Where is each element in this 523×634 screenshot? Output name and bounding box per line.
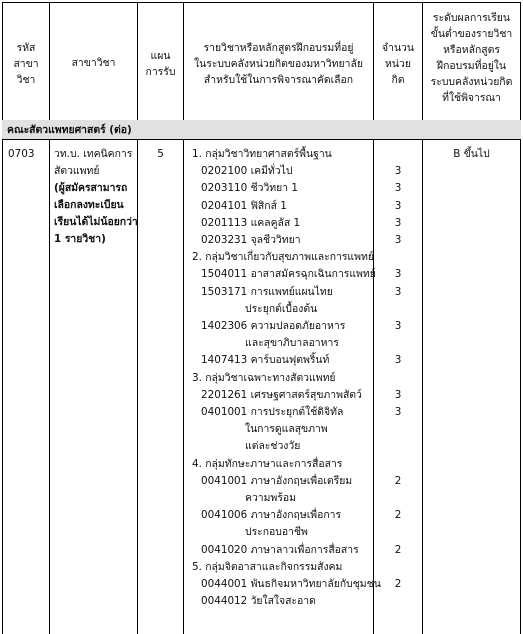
- faculty-label: คณะสัตวแพทยศาสตร์ (ต่อ): [7, 124, 132, 136]
- header-credits-line: จำนวน: [382, 42, 414, 54]
- course-item: 0201113 แคลคูลัส 1: [201, 217, 301, 229]
- course-credit: 3: [394, 200, 402, 212]
- course-credit: 3: [394, 182, 402, 194]
- header-courses-line: ในระบบคลังหน่วยกิตของมหาวิทยาลัย: [194, 58, 363, 70]
- table-border-left: [2, 2, 3, 634]
- header-courses-line: รายวิชาหรือหลักสูตรฝึกอบรมที่อยู่: [203, 42, 354, 54]
- header-credits: [374, 42, 422, 87]
- header-plan-line: การรับ: [145, 66, 176, 78]
- header-level-line: หรือหลักสูตร: [443, 44, 500, 56]
- course-item: 2201261 เศรษฐศาสตร์สุขภาพสัตว์: [201, 389, 362, 401]
- course-credit: 2: [394, 578, 402, 590]
- row-code: 0703: [8, 148, 35, 160]
- course-group-heading: 3. กลุ่มวิชาเฉพาะทางสัตวแพทย์: [192, 372, 336, 384]
- table-border-top: [2, 2, 521, 3]
- row-major-line: สัตวแพทย์: [54, 165, 100, 177]
- header-credits-line: กิต: [391, 74, 405, 86]
- course-credit: 2: [394, 475, 402, 487]
- header-courses-line: สำหรับใช้ในการพิจารณาคัดเลือก: [203, 74, 354, 86]
- row-condition-line: เรียนได้ไม่น้อยกว่า: [54, 216, 138, 228]
- header-level-line: ระดับผลการเรียน: [433, 12, 510, 24]
- row-condition-line: เลือกลงทะเบียน: [54, 199, 124, 211]
- course-group-heading: 5. กลุ่มจิตอาสาและกิจกรรมสังคม: [192, 561, 343, 573]
- course-credit: 3: [394, 165, 402, 177]
- course-item: 1503171 การแพทย์แผนไทย: [201, 286, 333, 298]
- course-item: 0041001 ภาษาอังกฤษเพื่อเตรียม: [201, 475, 353, 487]
- header-courses: [184, 42, 373, 87]
- course-group-heading: 2. กลุ่มวิชาเกี่ยวกับสุขภาพและการแพทย์: [192, 251, 374, 263]
- course-item: 0203231 จุลชีววิทยา: [201, 234, 301, 246]
- header-code-line: รหัส: [16, 42, 36, 54]
- row-condition-line: 1 รายวิชา): [54, 233, 106, 245]
- course-credit: 2: [394, 544, 402, 556]
- course-item: 1504011 อาสาสมัครฉุกเฉินการแพทย์: [201, 268, 376, 280]
- col-divider: [183, 139, 184, 634]
- course-item: 1402306 ความปลอดภัยอาหาร: [201, 320, 346, 332]
- course-item: 0203110 ชีววิทยา 1: [201, 182, 298, 194]
- course-credit: 3: [394, 286, 402, 298]
- row-major: [54, 148, 132, 178]
- header-level-line: ฝึกอบรมที่อยู่ใน: [436, 60, 506, 72]
- course-name-continuation: ความพร้อม: [245, 492, 296, 504]
- course-credit: 3: [394, 234, 402, 246]
- col-divider: [49, 139, 50, 634]
- row-level: B ขึ้นไป: [453, 148, 490, 160]
- header-major: สาขาวิชา: [71, 57, 116, 69]
- course-item: 0044001 พันธกิจมหาวิทยาลัยกับชุมชน: [201, 578, 381, 590]
- table-border-right: [520, 2, 521, 634]
- header-level-line: ระบบคลังหน่วยกิต: [430, 76, 513, 88]
- header-code-line: สาขา: [13, 58, 39, 70]
- header-level: [423, 12, 520, 105]
- header-code: [3, 42, 49, 87]
- header-level-line: ที่ใช้พิจารณา: [442, 92, 501, 104]
- course-name-continuation: ประกอบอาชีพ: [245, 526, 308, 538]
- header-level-line: ขั้นต่ำของรายวิชา: [430, 28, 513, 40]
- course-item: 0044012 วัยใสใจสะอาด: [201, 595, 316, 607]
- course-name-continuation: ในการดูแลสุขภาพ: [245, 423, 328, 435]
- course-credit: 3: [394, 354, 402, 366]
- course-name-continuation: และสุขาภิบาลอาหาร: [245, 337, 339, 349]
- course-credit: 3: [394, 320, 402, 332]
- course-credit: 2: [394, 509, 402, 521]
- course-item: 0401001 การประยุกต์ใช้ดิจิทัล: [201, 406, 344, 418]
- row-major-line: วท.บ. เทคนิคการ: [54, 148, 133, 160]
- course-group-heading: 4. กลุ่มทักษะภาษาและการสื่อสาร: [192, 458, 343, 470]
- course-item: 1407413 คาร์บอนฟุตพริ้นท์: [201, 354, 330, 366]
- row-condition-line: (ผู้สมัครสามารถ: [54, 182, 128, 194]
- header-credits-line: หน่วย: [385, 58, 411, 70]
- col-divider: [422, 139, 423, 634]
- course-name-continuation: ประยุกต์เบื้องต้น: [245, 303, 318, 315]
- course-item: 0041006 ภาษาอังกฤษเพื่อการ: [201, 509, 342, 521]
- course-credit: 3: [394, 217, 402, 229]
- course-item: 0204101 ฟิสิกส์ 1: [201, 200, 287, 212]
- header-plan-line: แผน: [150, 50, 171, 62]
- header-plan: [138, 50, 183, 79]
- course-name-continuation: แต่ละช่วงวัย: [245, 440, 301, 452]
- header-code-line: วิชา: [16, 74, 36, 86]
- col-divider: [373, 139, 374, 634]
- row-plan: 5: [157, 148, 164, 160]
- course-credit: 3: [394, 268, 402, 280]
- row-condition: [54, 182, 138, 246]
- course-group-heading: 1. กลุ่มวิชาวิทยาศาสตร์พื้นฐาน: [192, 148, 332, 160]
- band-rule: [2, 139, 521, 140]
- course-credit: 3: [394, 389, 402, 401]
- course-item: 0202100 เคมีทั่วไป: [201, 165, 293, 177]
- course-item: 0041020 ภาษาลาวเพื่อการสื่อสาร: [201, 544, 359, 556]
- course-credit: 3: [394, 406, 402, 418]
